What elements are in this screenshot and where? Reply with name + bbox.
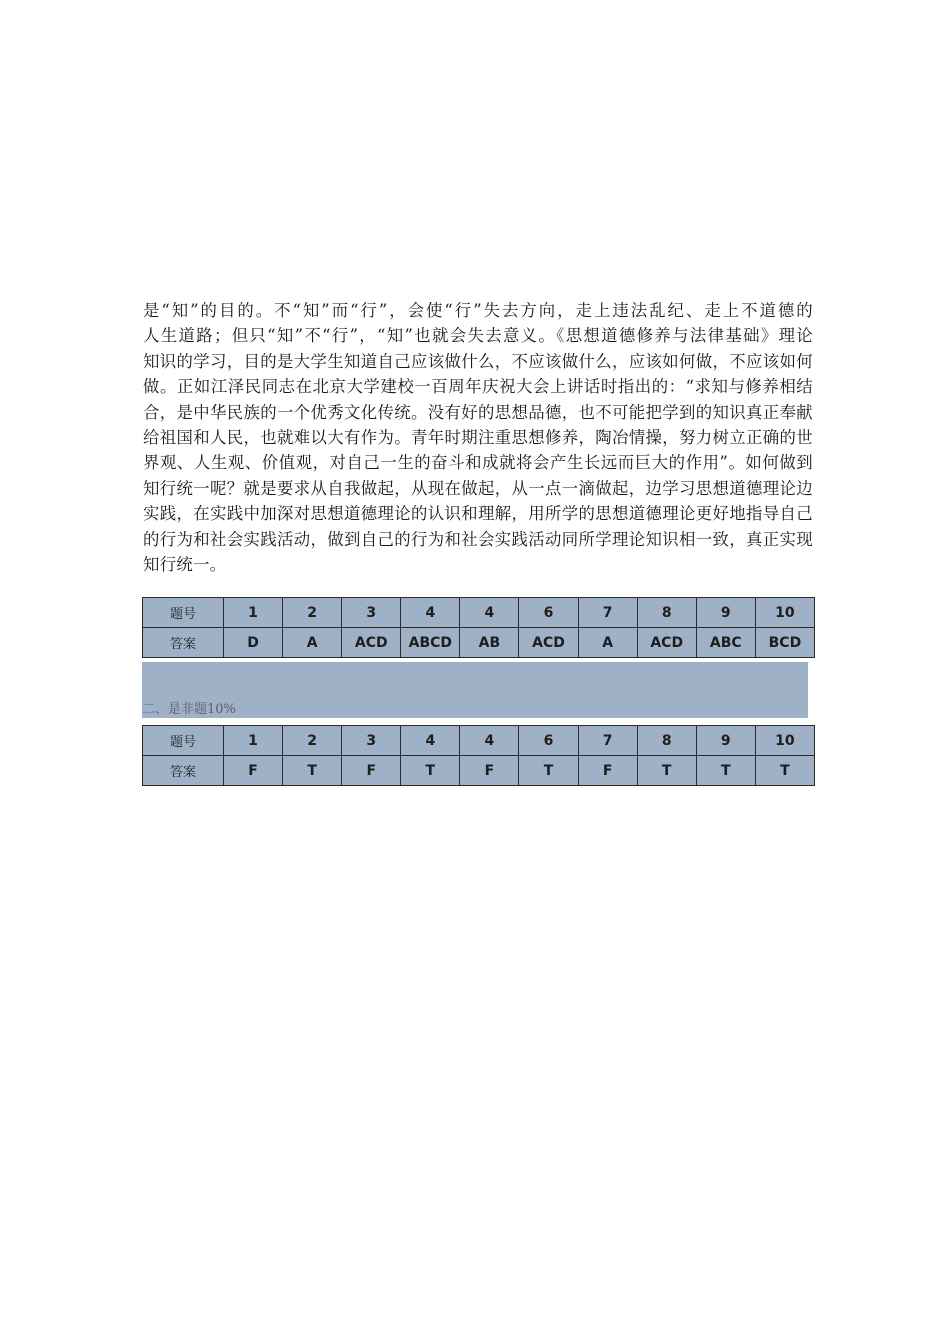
paragraph-line: 实践，在实践中加深对思想道德理论的认识和理解，用所学的思想道德理论更好地指导自己 (143, 504, 813, 524)
answer-cell: T (283, 756, 342, 786)
answer-cell: T (401, 756, 460, 786)
question-number: 8 (637, 598, 696, 628)
answer-cell: F (578, 756, 637, 786)
answer-cell: F (224, 756, 283, 786)
paragraph-line: 知行统一。 (143, 555, 227, 575)
body-paragraph (143, 298, 813, 577)
question-number: 7 (578, 726, 637, 756)
answer-cell: T (519, 756, 578, 786)
answer-cell: A (578, 628, 637, 658)
paragraph-line: 做。正如江泽民同志在北京大学建校一百周年庆祝大会上讲话时指出的：“求知与修养相结 (143, 377, 813, 397)
paragraph-line: 知行统一呢？就是要求从自我做起，从现在做起，从一点一滴做起，边学习思想道德理论边 (143, 478, 813, 498)
row-label: 答案 (143, 756, 224, 786)
answer-cell: AB (460, 628, 519, 658)
question-number: 10 (755, 598, 814, 628)
paragraph-line: 给祖国和人民，也就难以大有作为。青年时期注重思想修养，陶冶情操，努力树立正确的世 (143, 428, 813, 448)
paragraph-line: 是“知”的目的。不“知”而“行”，会使“行”失去方向，走上违法乱纪、走上不道德的 (143, 301, 813, 320)
question-number: 4 (460, 598, 519, 628)
answer-row (143, 628, 815, 658)
question-number: 7 (578, 598, 637, 628)
question-number: 1 (224, 598, 283, 628)
answer-row (143, 756, 815, 786)
answer-cell: A (283, 628, 342, 658)
paragraph-line: 人生道路；但只“知”不“行”，“知”也就会失去意义。《思想道德修养与法律基础》理论 (143, 326, 813, 346)
question-number: 4 (460, 726, 519, 756)
question-number: 9 (696, 598, 755, 628)
question-number-row (143, 726, 815, 756)
answer-cell: ACD (519, 628, 578, 658)
row-label: 题号 (143, 726, 224, 756)
question-number: 2 (283, 726, 342, 756)
answer-cell: T (696, 756, 755, 786)
question-number: 6 (519, 598, 578, 628)
answer-cell: T (755, 756, 814, 786)
answer-cell: BCD (755, 628, 814, 658)
question-number: 10 (755, 726, 814, 756)
question-number: 1 (224, 726, 283, 756)
answer-cell: F (342, 756, 401, 786)
question-number: 8 (637, 726, 696, 756)
answer-cell: D (224, 628, 283, 658)
paragraph-line: 知识的学习，目的是大学生知道自己应该做什么，不应该做什么，应该如何做，不应该如何 (143, 351, 813, 371)
true-false-answer-table (142, 725, 815, 786)
section-title: 二、是非题10% (142, 702, 236, 717)
question-number: 6 (519, 726, 578, 756)
multiple-choice-answer-table (142, 597, 815, 658)
answer-cell: F (460, 756, 519, 786)
question-number: 4 (401, 598, 460, 628)
question-number: 4 (401, 726, 460, 756)
question-number-row (143, 598, 815, 628)
question-number: 2 (283, 598, 342, 628)
answer-cell: ACD (342, 628, 401, 658)
answer-cell: ACD (637, 628, 696, 658)
answer-cell: T (637, 756, 696, 786)
question-number: 3 (342, 726, 401, 756)
row-label: 题号 (143, 598, 224, 628)
answer-cell: ABC (696, 628, 755, 658)
row-label: 答案 (143, 628, 224, 658)
answer-cell: ABCD (401, 628, 460, 658)
section-band (142, 662, 808, 718)
paragraph-line: 界观、人生观、价值观，对自己一生的奋斗和成就将会产生长远而巨大的作用”。如何做到 (143, 453, 813, 473)
question-number: 3 (342, 598, 401, 628)
question-number: 9 (696, 726, 755, 756)
paragraph-line: 合，是中华民族的一个优秀文化传统。没有好的思想品德，也不可能把学到的知识真正奉献 (143, 402, 813, 422)
paragraph-line: 的行为和社会实践活动，做到自己的行为和社会实践活动同所学理论知识相一致，真正实现 (143, 529, 813, 549)
